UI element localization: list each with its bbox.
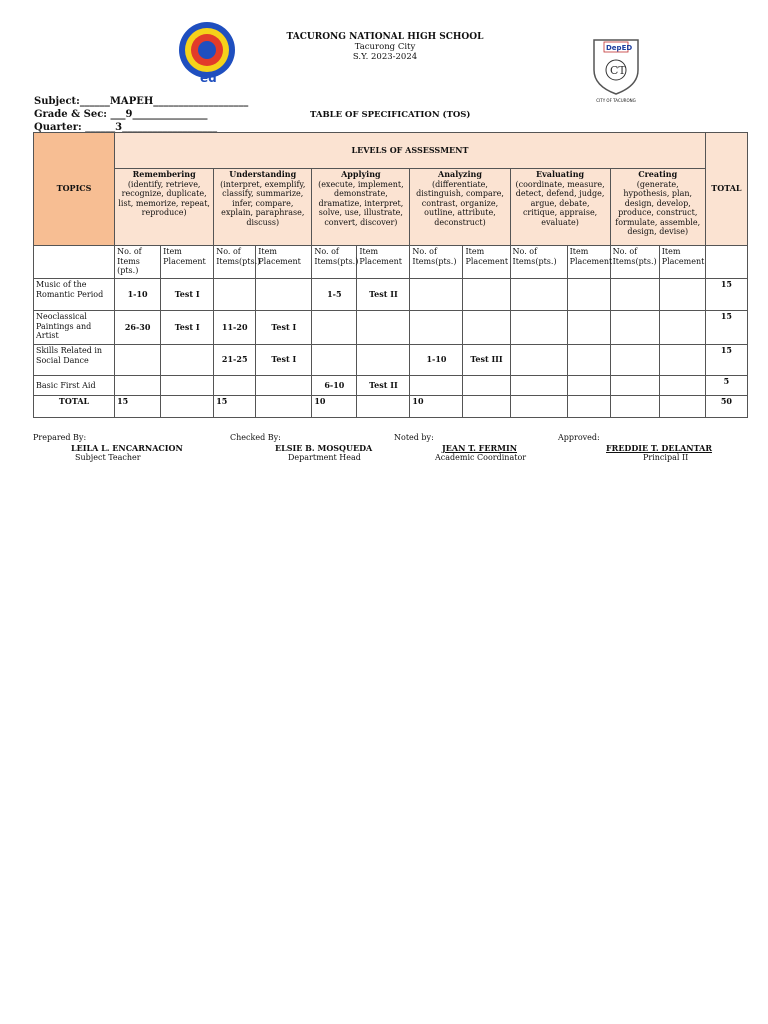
subheader-cell: No. of Items(pts.) <box>214 246 256 279</box>
subheader-cell: Item Placement <box>256 246 312 279</box>
cell <box>256 279 312 311</box>
table-row <box>34 279 748 311</box>
topic-cell: Basic First Aid <box>34 376 115 396</box>
subheader-cell: No. of Items(pts.) <box>312 246 357 279</box>
cell <box>463 396 510 418</box>
subheader-cell: Item Placement <box>357 246 410 279</box>
cell: Test I <box>161 311 214 345</box>
subheader-cell: Item Placement <box>463 246 510 279</box>
topics-header: TOPICS <box>34 133 115 246</box>
cell <box>410 311 463 345</box>
cell: 15 <box>214 396 256 418</box>
subheader-cell: No. of Items(pts.) <box>510 246 567 279</box>
cell: Test I <box>256 345 312 376</box>
cell: Test I <box>256 311 312 345</box>
cell <box>463 311 510 345</box>
cell <box>510 311 567 345</box>
cell <box>357 345 410 376</box>
cell <box>463 376 510 396</box>
subheader-cell: No. of Items(pts.) <box>410 246 463 279</box>
cell <box>510 376 567 396</box>
cell <box>115 345 161 376</box>
table-row <box>34 376 748 396</box>
checked-by-block <box>230 433 372 463</box>
subheader-blank <box>705 246 747 279</box>
subheader-blank <box>34 246 115 279</box>
cell <box>610 279 659 311</box>
cell <box>567 376 610 396</box>
cell <box>567 311 610 345</box>
svg-text:ed: ed <box>200 71 217 85</box>
cell <box>161 345 214 376</box>
sign-title: Principal II <box>643 453 689 462</box>
cell <box>357 311 410 345</box>
cell <box>161 376 214 396</box>
total-header: TOTAL <box>705 133 747 246</box>
cell: 6-10 <box>312 376 357 396</box>
sign-title: Subject Teacher <box>75 453 141 462</box>
cell <box>214 279 256 311</box>
level-understanding: Understanding (interpret, exemplify, classify, summarize, infer, compare, explain, paraphrase, discuss) <box>214 169 312 246</box>
cell: 21-25 <box>214 345 256 376</box>
deped-logo-text: DepED <box>606 44 633 52</box>
school-city: Tacurong City <box>354 42 416 52</box>
prepared-by-block <box>33 433 183 463</box>
sign-role: Checked By: <box>230 433 281 442</box>
quarter-line: Quarter: ______3___________________ <box>34 122 218 133</box>
cell <box>567 396 610 418</box>
sign-role: Prepared By: <box>33 433 87 442</box>
level-creating: Creating (generate, hypothesis, plan, design, develop, produce, construct, formulate, assemble, design, devise) <box>610 169 705 246</box>
cell <box>214 376 256 396</box>
row-total: 15 <box>705 311 747 345</box>
cell <box>510 279 567 311</box>
document-title: TABLE OF SPECIFICATION (TOS) <box>310 110 471 120</box>
sign-name: JEAN T. FERMIN <box>442 443 518 453</box>
seal-caption: CITY OF TACURONG <box>596 98 636 103</box>
cell <box>357 396 410 418</box>
cell <box>659 279 705 311</box>
sign-title: Academic Coordinator <box>435 453 527 462</box>
noted-by-block <box>394 433 526 463</box>
cell <box>510 396 567 418</box>
table-row <box>34 311 748 345</box>
sign-name: LEILA L. ENCARNACION <box>71 443 183 453</box>
approved-block <box>558 433 712 463</box>
cell <box>610 396 659 418</box>
cell: 1-10 <box>410 345 463 376</box>
subheader-cell: Item Placement <box>567 246 610 279</box>
topic-cell: Skills Related in Social Dance <box>34 345 115 376</box>
cell: 10 <box>312 396 357 418</box>
division-seal <box>586 36 646 103</box>
sign-role: Approved: <box>558 433 600 442</box>
cell <box>510 345 567 376</box>
sign-name: ELSIE B. MOSQUEDA <box>275 443 373 453</box>
cell <box>567 279 610 311</box>
cell <box>115 376 161 396</box>
cell: Test I <box>161 279 214 311</box>
cell <box>659 376 705 396</box>
row-total: 15 <box>705 345 747 376</box>
table-row <box>34 345 748 376</box>
subheader-cell: Item Placement <box>659 246 705 279</box>
cell: 1-10 <box>115 279 161 311</box>
total-label: TOTAL <box>34 396 115 418</box>
cell <box>256 376 312 396</box>
level-applying: Applying (execute, implement, demonstrate, dramatize, interpret, solve, use, illustrate, convert, discover) <box>312 169 410 246</box>
topic-cell: Neoclassical Paintings and Artist <box>34 311 115 345</box>
cell: 26-30 <box>115 311 161 345</box>
cell <box>410 376 463 396</box>
cell <box>567 345 610 376</box>
cell <box>161 396 214 418</box>
cell <box>610 376 659 396</box>
levels-header: LEVELS OF ASSESSMENT <box>115 133 706 169</box>
row-total: 5 <box>705 376 747 396</box>
cell: 1-5 <box>312 279 357 311</box>
cell <box>312 311 357 345</box>
cell: Test III <box>463 345 510 376</box>
sign-name: FREDDIE T. DELANTAR <box>606 443 712 453</box>
school-year: S.Y. 2023-2024 <box>352 52 418 62</box>
subject-line: Subject:______MAPEH___________________ <box>34 96 249 107</box>
cell: 10 <box>410 396 463 418</box>
grade-line: Grade & Sec: ___9_______________ <box>34 109 208 120</box>
svg-text:CT: CT <box>610 64 626 77</box>
cell: Test II <box>357 376 410 396</box>
level-remembering: Remembering (identify, retrieve, recognize, duplicate, list, memorize, repeat, reproduce) <box>115 169 214 246</box>
cell: 15 <box>115 396 161 418</box>
school-name: TACURONG NATIONAL HIGH SCHOOL <box>286 32 484 42</box>
cell <box>610 311 659 345</box>
cell <box>312 345 357 376</box>
level-analyzing: Analyzing (differentiate, distinguish, compare, contrast, organize, outline, attribute, deconstruct) <box>410 169 510 246</box>
sign-title: Department Head <box>288 453 361 462</box>
subheader-cell: No. of Items(pts.) <box>610 246 659 279</box>
sign-role: Noted by: <box>394 433 434 442</box>
topic-cell: Music of the Romantic Period <box>34 279 115 311</box>
level-evaluating: Evaluating (coordinate, measure, detect, defend, judge, argue, debate, critique, appraise, evaluate) <box>510 169 610 246</box>
school-logo <box>178 20 236 86</box>
subheader-cell: Item Placement <box>161 246 214 279</box>
cell <box>610 345 659 376</box>
cell: Test II <box>357 279 410 311</box>
cell <box>463 279 510 311</box>
cell <box>256 396 312 418</box>
row-total: 15 <box>705 279 747 311</box>
cell <box>659 345 705 376</box>
cell <box>659 396 705 418</box>
cell <box>410 279 463 311</box>
subheader-cell: No. of Items (pts.) <box>115 246 161 279</box>
cell <box>659 311 705 345</box>
cell: 11-20 <box>214 311 256 345</box>
total-row <box>34 396 748 418</box>
grand-total: 50 <box>705 396 747 418</box>
tos-table <box>33 132 748 418</box>
